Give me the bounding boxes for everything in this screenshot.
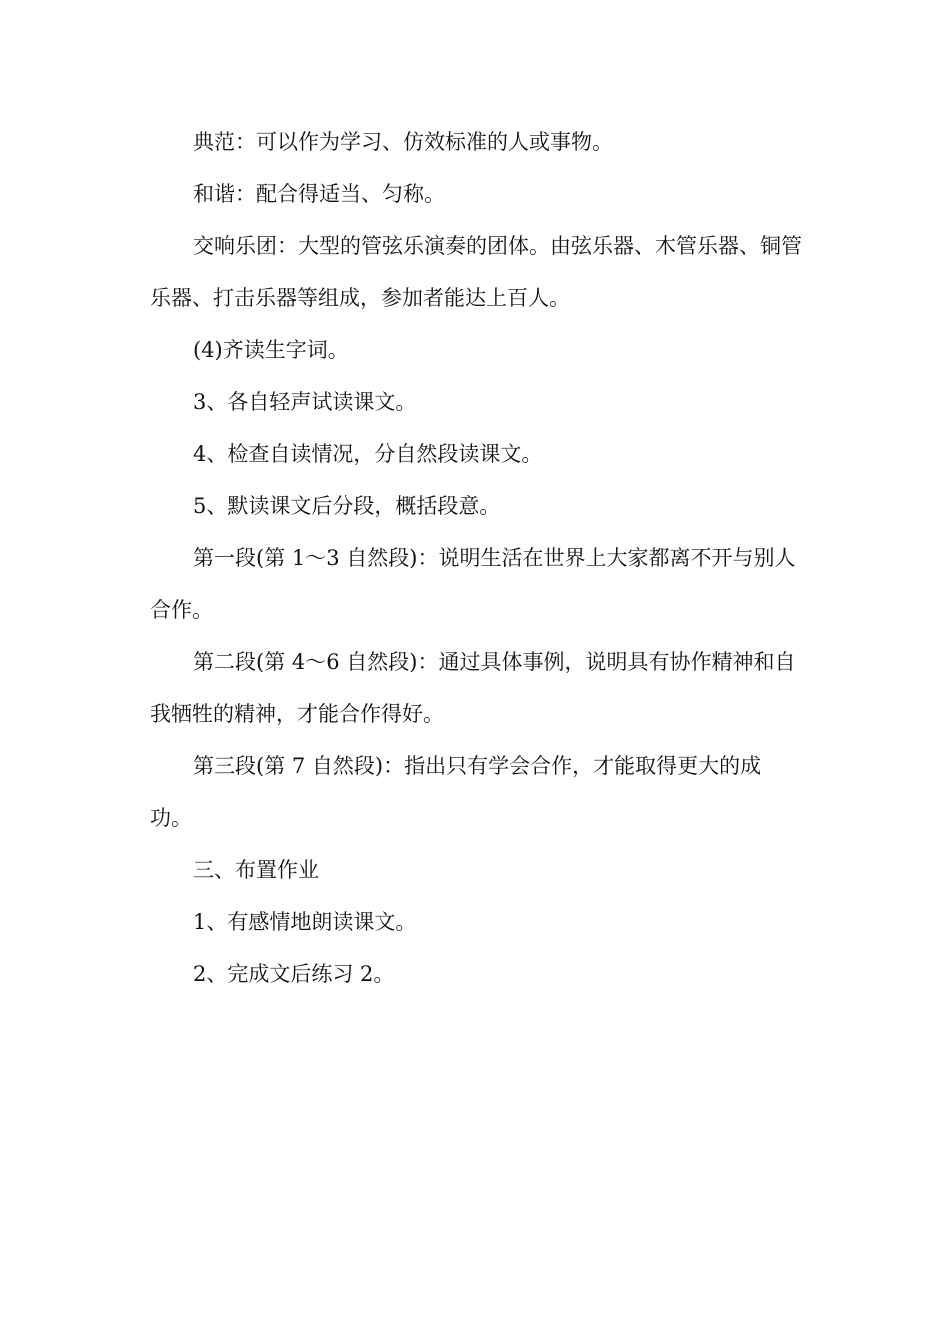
definition-orchestra: 交响乐团：大型的管弦乐演奏的团体。由弦乐器、木管乐器、铜管乐器、打击乐器等组成，参加者能达上百人。 xyxy=(150,234,802,310)
definition-dianfan: 典范：可以作为学习、仿效标准的人或事物。 xyxy=(193,130,613,154)
document-body xyxy=(150,116,802,1000)
homework-heading: 三、布置作业 xyxy=(193,858,319,882)
step-3: 3、各自轻声试读课文。 xyxy=(193,390,417,414)
step-5: 5、默读课文后分段，概括段意。 xyxy=(193,494,501,518)
homework-item-2: 2、完成文后练习 2。 xyxy=(193,962,395,986)
step-read-words: (4)齐读生字词。 xyxy=(193,338,349,362)
homework-item-1: 1、有感情地朗读课文。 xyxy=(193,910,417,934)
definition-hexie: 和谐：配合得适当、匀称。 xyxy=(193,182,445,206)
section-two-summary: 第二段(第 4～6 自然段)：通过具体事例，说明具有协作精神和自我牺牲的精神，才能合作得好。 xyxy=(150,650,796,726)
section-one-summary: 第一段(第 1～3 自然段)：说明生活在世界上大家都离不开与别人合作。 xyxy=(150,546,796,622)
section-three-summary: 第三段(第 7 自然段)：指出只有学会合作，才能取得更大的成功。 xyxy=(150,754,762,830)
step-4: 4、检查自读情况，分自然段读课文。 xyxy=(193,442,543,466)
